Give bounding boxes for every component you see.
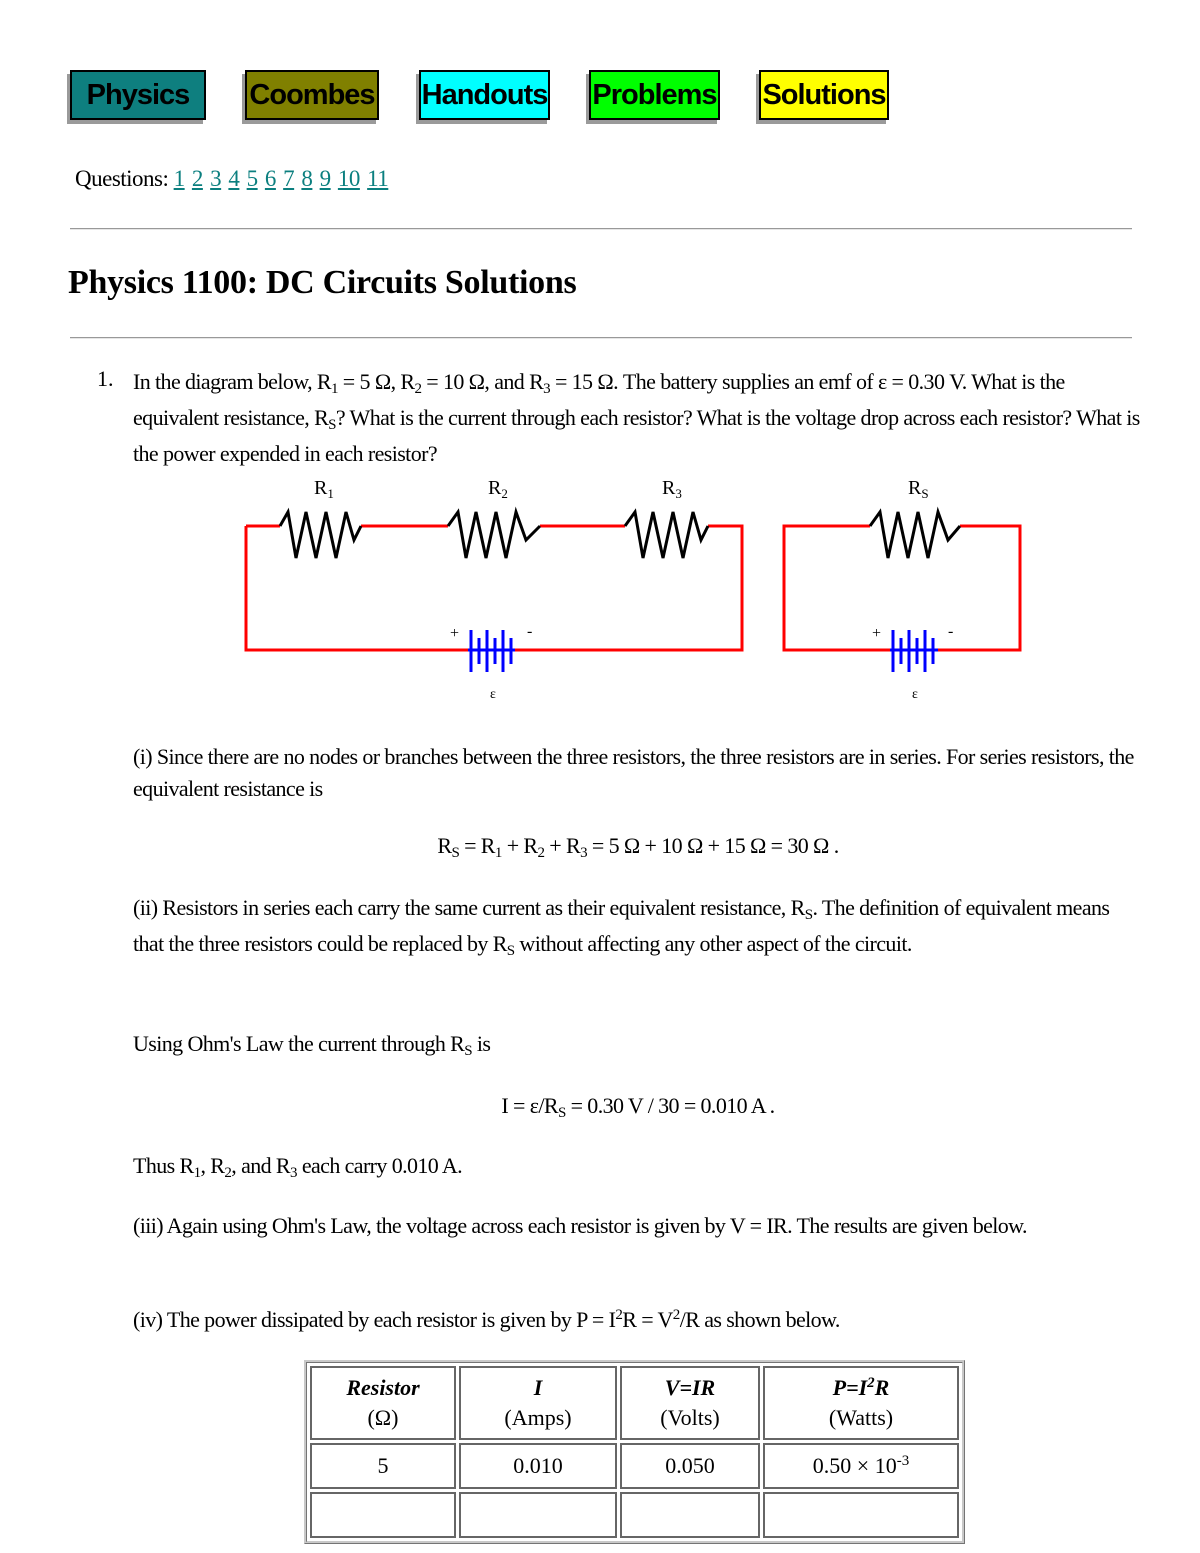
nav-solutions-button[interactable]: Solutions <box>759 70 889 120</box>
results-table <box>304 1360 965 1544</box>
nav-coombes-button[interactable]: Coombes <box>245 70 379 120</box>
nav-handouts-button[interactable]: Handouts <box>419 70 550 120</box>
equation-current: $I = \varepsilon/R_S = 0.30$ V / 30 = 0.010 A . <box>501 1093 775 1121</box>
question-link-4[interactable]: 4 <box>228 166 240 191</box>
solution-part-iii: (iii) Again using Ohm's Law, the voltage across each resistor is given by V = IR. The results are given below. <box>133 1213 1027 1238</box>
resistor-rs-zigzag <box>870 512 960 558</box>
equivalent-circuit-wire <box>784 526 1020 650</box>
question-link-3[interactable]: 3 <box>210 166 222 191</box>
questions-label: Questions: <box>75 166 169 191</box>
ohms-law-intro: Using Ohm's Law the current through $R_S$ is <box>133 1031 491 1059</box>
circuit-diagram <box>230 470 1050 710</box>
emf-label-eq: ε <box>912 687 918 702</box>
nav-physics-button[interactable]: Physics <box>70 70 206 120</box>
divider-top <box>70 228 1132 230</box>
question-link-1[interactable]: 1 <box>173 166 185 191</box>
question-link-5[interactable]: 5 <box>246 166 258 191</box>
battery-plus-label: + <box>450 625 460 642</box>
table-row <box>310 1443 959 1489</box>
question-link-11[interactable]: 11 <box>367 166 389 191</box>
solution-part-i: (i) Since there are no nodes or branches between the three resistors, the three resistors are in series. For series resistors, the equivalent resistance is <box>133 744 1134 801</box>
cell-resistor: 5 <box>310 1443 456 1489</box>
battery-minus-label-eq: - <box>948 623 954 640</box>
table-header-row <box>310 1366 959 1440</box>
question-link-8[interactable]: 8 <box>301 166 313 191</box>
table-row-partial <box>310 1492 959 1538</box>
solution-part-ii: (ii) Resistors in series each carry the same current as their equivalent resistance, $R_S$. The definition of equivalent means that the three resistors could be replaced by $R_S$ without affecting any other aspect of the circuit. <box>133 895 1110 959</box>
label-r2: $R_2$ <box>488 477 508 501</box>
resistor-r1-zigzag <box>280 512 361 558</box>
resistor-r2-zigzag <box>448 512 540 558</box>
cell-voltage: 0.050 <box>620 1443 760 1489</box>
current-conclusion: Thus $R_1$, $R_2$, and $R_3$ each carry 0.010 A. <box>133 1153 463 1181</box>
question-link-2[interactable]: 2 <box>191 166 203 191</box>
nav-problems-button[interactable]: Problems <box>589 70 720 120</box>
header-power: $P=I^2R$ (Watts) <box>763 1366 959 1440</box>
battery-plus-label-eq: + <box>872 625 882 642</box>
question-link-7[interactable]: 7 <box>283 166 295 191</box>
problem-statement: In the diagram below, $R_1 = 5$ Ω, $R_2 = 10$ Ω, and $R_3 = 15$ Ω. The battery supplies an emf of ε = 0.30 V. What is the equivalent resistance, $R_S$? What is the current through each resistor? What is the voltage drop across each resistor? What is the power expended in each resistor? <box>133 369 1140 466</box>
header-current: I (Amps) <box>459 1366 617 1440</box>
equation-rs: $R_S = R_1 + R_2 + R_3 = 5$ Ω + 10 Ω + 15 Ω = 30 Ω . <box>437 833 839 861</box>
cell-current: 0.010 <box>459 1443 617 1489</box>
label-r3: $R_3$ <box>662 477 682 501</box>
problem-number: 1. <box>97 366 114 391</box>
header-resistor: Resistor (Ω) <box>310 1366 456 1440</box>
questions-nav <box>75 166 390 192</box>
battery-series <box>468 630 515 672</box>
page-title: Physics 1100: DC Circuits Solutions <box>68 264 577 301</box>
battery-equivalent <box>890 630 938 672</box>
question-link-10[interactable]: 10 <box>337 166 360 191</box>
header-voltage: V=IR (Volts) <box>620 1366 760 1440</box>
label-rs: $R_S$ <box>908 477 929 501</box>
solution-part-iv: (iv) The power dissipated by each resistor is given by $P = I^2R = V^2/R$ as shown below. <box>133 1307 840 1332</box>
question-link-9[interactable]: 9 <box>319 166 331 191</box>
label-r1: $R_1$ <box>314 477 334 501</box>
cell-power: $0.50 \times 10^{-3}$ <box>763 1443 959 1489</box>
battery-minus-label: - <box>527 623 533 640</box>
emf-label: ε <box>490 687 496 702</box>
divider-bottom <box>70 337 1132 339</box>
resistor-r3-zigzag <box>625 512 708 558</box>
question-link-6[interactable]: 6 <box>264 166 276 191</box>
